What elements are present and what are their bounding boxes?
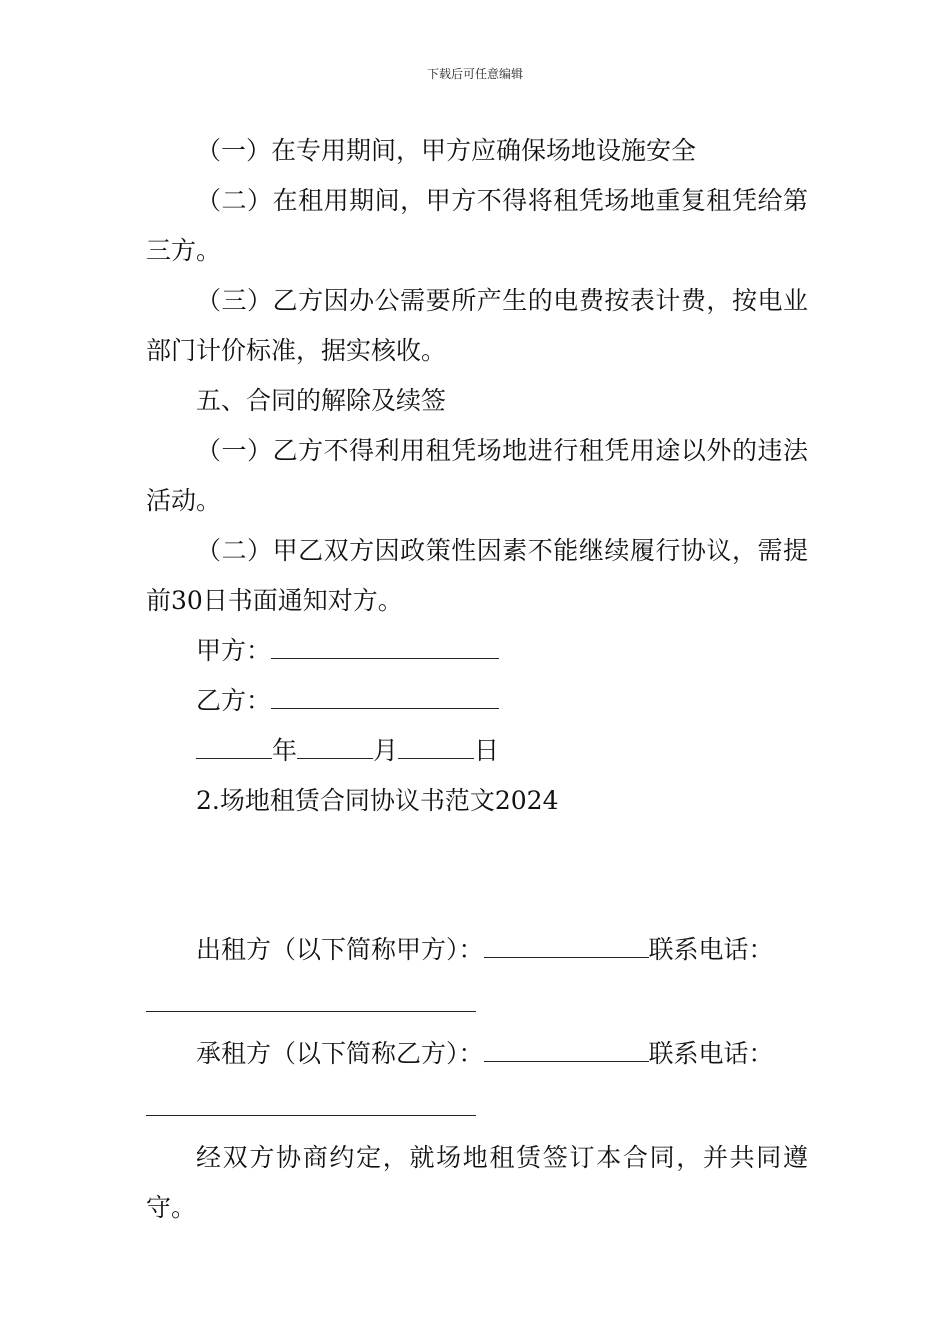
agreement-paragraph: 经双方协商约定，就场地租赁签订本合同，并共同遵守。 [146,1143,808,1222]
party-b-blank [271,678,499,709]
lessor-phone-blank [146,975,476,1012]
section-5-clause-2: （二）甲乙双方因政策性因素不能继续履行协议，需提前30日书面通知对方。 [146,536,808,615]
page-header: 下载后可任意编辑 [426,67,523,81]
lessor-line [146,925,808,975]
lessor-blank [484,927,649,958]
lessor-phone-label: 联系电话： [648,935,774,964]
lessee-blank [484,1031,649,1062]
contract-title-2: 2.场地租赁合同协议书范文2024 [196,786,559,815]
year-blank [196,728,272,759]
month-blank [297,728,373,759]
party-a-signature-line [146,626,808,676]
section-5-heading: 五、合同的解除及续签 [196,386,447,415]
party-b-signature-line [146,676,808,726]
lessee-phone-blank [146,1079,476,1116]
lessee-phone-label: 联系电话： [648,1039,774,1068]
party-a-blank [271,628,499,659]
clause-2: （二）在租用期间，甲方不得将租凭场地重复租凭给第三方。 [146,186,808,265]
party-a-label: 甲方： [196,636,272,665]
lessor-phone-line [146,975,808,1029]
document-body [146,126,808,1233]
day-blank [398,728,474,759]
date-line [146,726,808,776]
day-label: 日 [474,736,500,765]
lessee-phone-line [146,1079,808,1133]
section-5-clause-1: （一）乙方不得利用租凭场地进行租凭用途以外的违法活动。 [146,436,808,515]
clause-3: （三）乙方因办公需要所产生的电费按表计费，按电业部门计价标准，据实核收。 [146,286,808,365]
party-b-label: 乙方： [196,686,272,715]
lessee-line [146,1029,808,1079]
month-label: 月 [373,736,399,765]
spacer [146,826,808,925]
clause-1: （一）在专用期间，甲方应确保场地设施安全 [196,136,697,165]
lessee-label: 承租方（以下简称乙方）： [196,1039,484,1068]
year-label: 年 [272,736,298,765]
lessor-label: 出租方（以下简称甲方）： [196,935,484,964]
